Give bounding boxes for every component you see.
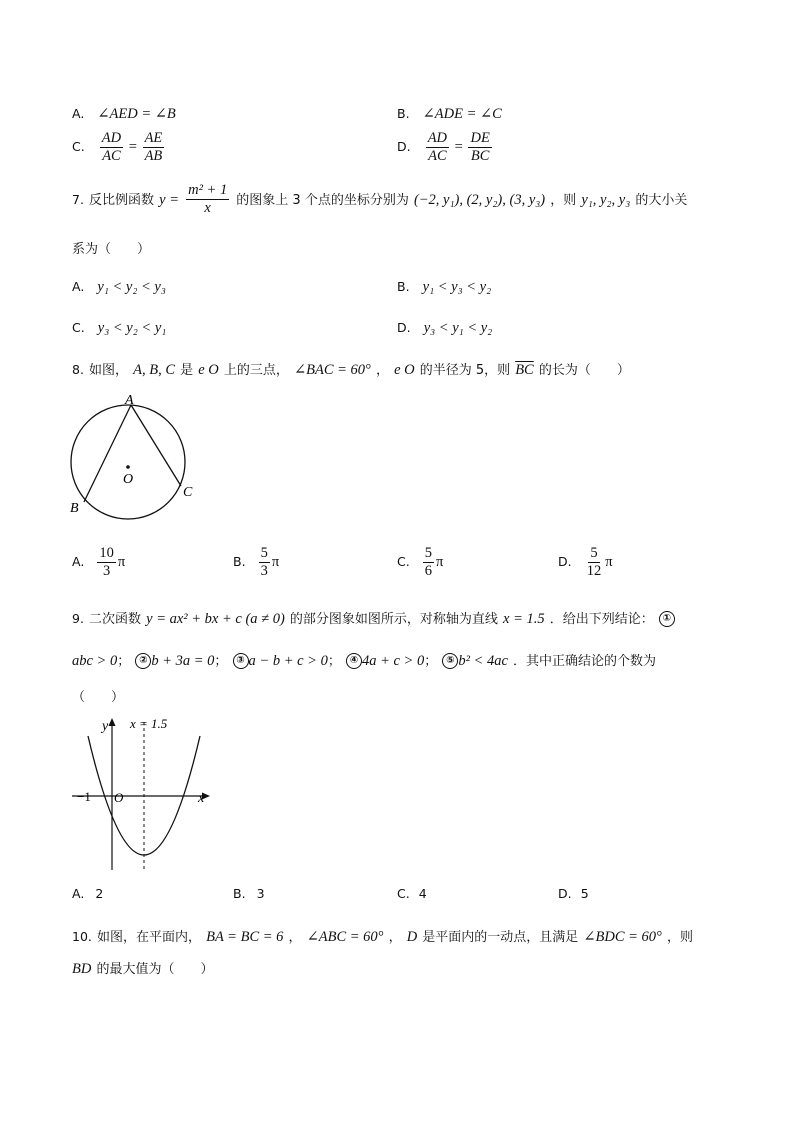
label-x: x xyxy=(198,791,205,806)
option-label: C. xyxy=(397,553,410,569)
option-label: C. xyxy=(72,138,85,154)
circled-number: ③ xyxy=(233,653,249,669)
fraction xyxy=(97,545,116,580)
stem-math: (−2, y₁), (2, y₂), (3, y₃) xyxy=(413,192,546,208)
q9-stem-line2 xyxy=(72,650,656,670)
equals-sign: = xyxy=(128,138,137,155)
q7-option-b xyxy=(397,276,491,296)
q10-stem-line2 xyxy=(72,958,213,978)
chord-ac xyxy=(131,405,181,486)
stem-math: y = ax² + bx + c (a ≠ 0) xyxy=(146,611,285,627)
option-expr xyxy=(257,545,280,579)
stem-math: ∠BDC = 60° xyxy=(583,929,662,945)
stem-text: ，则 xyxy=(666,930,693,945)
numerator: 5 xyxy=(424,545,433,561)
numerator: DE xyxy=(470,130,490,146)
q6-option-c xyxy=(72,130,166,165)
q8-option-a xyxy=(72,545,125,580)
q7-stem-line2: 系为（ ） xyxy=(72,242,151,257)
q8-option-c xyxy=(397,545,443,580)
option-label: C. xyxy=(72,320,85,335)
stem-math: ∠ABC = 60° xyxy=(306,929,384,945)
stem-text: ， xyxy=(375,363,389,378)
option-label: B. xyxy=(233,553,246,569)
q9-option-a xyxy=(72,883,103,902)
separator: ； xyxy=(214,654,228,669)
denominator: AC xyxy=(428,148,447,164)
option-expr xyxy=(583,545,613,579)
question-number: 7. xyxy=(72,192,84,207)
numerator: m² + 1 xyxy=(188,182,228,198)
label-axis: x = 1.5 xyxy=(130,716,168,731)
statement-1: abc > 0 xyxy=(72,653,118,669)
stem-math: ∠BAC = 60° xyxy=(293,362,371,378)
option-expr xyxy=(421,545,444,579)
q9-stem-line1 xyxy=(72,608,675,628)
circled-number: ② xyxy=(135,653,151,669)
stem-math: y = xyxy=(159,192,179,208)
option-label: B. xyxy=(397,279,410,294)
stem-math: e O xyxy=(394,362,415,378)
q7-stem xyxy=(72,182,687,217)
option-expr: y₁ < y₂ < y₃ xyxy=(97,279,166,295)
stem-text: 的大小关 xyxy=(635,193,688,208)
fraction xyxy=(100,130,123,165)
fraction xyxy=(259,545,270,580)
stem-math: BA = BC = 6 xyxy=(206,929,284,945)
stem-text: ．其中正确结论的个数为 xyxy=(512,654,656,669)
separator: ； xyxy=(117,654,131,669)
denominator: 3 xyxy=(103,563,111,579)
q6-option-b xyxy=(397,103,502,123)
q7-option-c xyxy=(72,317,166,337)
label-c: C xyxy=(183,485,193,500)
denominator: 12 xyxy=(586,563,602,579)
stem-text: 如图，在平面内， xyxy=(96,930,201,945)
fraction xyxy=(143,130,165,165)
label-b: B xyxy=(70,501,79,516)
label-o: O xyxy=(114,790,124,805)
fraction xyxy=(468,130,491,165)
numerator: AD xyxy=(101,130,122,146)
circled-number: ① xyxy=(659,611,675,627)
q9-option-c xyxy=(397,883,427,902)
option-label: D. xyxy=(558,886,572,901)
pi-symbol: π xyxy=(117,553,126,570)
q7-option-d xyxy=(397,317,492,337)
q8-option-b xyxy=(233,545,279,580)
equals-sign: = xyxy=(454,138,463,155)
circle-o xyxy=(71,405,185,519)
stem-text: 二次函数 xyxy=(89,612,142,627)
option-expr: y₃ < y₁ < y₂ xyxy=(423,320,493,336)
stem-math: D xyxy=(406,929,418,945)
option-label: A. xyxy=(72,106,85,121)
stem-text: 反比例函数 xyxy=(89,193,155,208)
stem-text: 的部分图象如图所示，对称轴为直线 xyxy=(289,612,498,627)
option-value: 4 xyxy=(418,886,427,901)
stem-text: ，则 xyxy=(550,193,577,208)
numerator: 10 xyxy=(99,545,114,561)
option-expr: y₁ < y₃ < y₂ xyxy=(422,279,492,295)
statement-4: 4a + c > 0 xyxy=(361,653,425,669)
question-number: 9. xyxy=(72,611,84,626)
fraction xyxy=(423,545,434,580)
stem-math: e O xyxy=(198,362,219,378)
option-label: A. xyxy=(72,886,85,901)
q9-answer-paren: （ ） xyxy=(72,690,125,705)
q6-option-a xyxy=(72,103,176,123)
denominator: BC xyxy=(470,148,490,164)
stem-math: A, B, C xyxy=(133,362,176,378)
option-value: 5 xyxy=(580,886,589,901)
option-expr xyxy=(424,130,494,164)
option-value: 2 xyxy=(95,886,104,901)
option-expr xyxy=(98,130,167,164)
denominator: x xyxy=(204,200,211,216)
fraction xyxy=(426,130,449,165)
label-a: A xyxy=(125,395,134,408)
option-label: B. xyxy=(397,106,410,121)
y-axis-arrow xyxy=(109,718,116,726)
fraction xyxy=(585,545,604,580)
denominator: 3 xyxy=(260,563,268,579)
stem-math: y₁, y₂, y₃ xyxy=(581,192,631,208)
stem-text: 的长为（ ） xyxy=(538,363,630,378)
separator: ； xyxy=(327,654,341,669)
option-value: 3 xyxy=(256,886,265,901)
circled-number: ④ xyxy=(346,653,362,669)
q8-stem xyxy=(72,359,630,379)
q9-option-d xyxy=(558,883,589,902)
label-y: y xyxy=(102,719,109,734)
stem-text: 的图象上 3 个点的坐标分别为 xyxy=(236,193,409,208)
denominator: 6 xyxy=(424,563,433,579)
option-label: A. xyxy=(72,279,85,294)
stem-text: 的最大值为（ ） xyxy=(96,962,214,977)
pi-symbol: π xyxy=(605,553,613,570)
stem-text: 上的三点， xyxy=(223,363,289,378)
separator: ； xyxy=(424,654,438,669)
stem-text: ．给出下列结论： xyxy=(549,612,654,627)
option-expr: ∠AED = ∠B xyxy=(97,106,176,122)
question-number: 8. xyxy=(72,362,84,377)
question-number: 10. xyxy=(72,929,92,944)
denominator: AC xyxy=(102,148,121,164)
option-label: C. xyxy=(397,886,410,901)
option-expr: y₃ < y₂ < y₁ xyxy=(97,320,167,336)
q9-option-b xyxy=(233,883,265,902)
stem-text: 的半径为 5，则 xyxy=(419,363,511,378)
numerator: AD xyxy=(427,130,448,146)
numerator: AE xyxy=(144,130,163,146)
q9-parabola-figure xyxy=(70,710,220,880)
q8-circle-figure xyxy=(62,395,212,525)
stem-text: 如图， xyxy=(89,363,129,378)
center-point xyxy=(126,465,130,469)
label-neg1: −1 xyxy=(77,789,91,804)
stem-text: ， xyxy=(388,930,402,945)
statement-2: b + 3a = 0 xyxy=(151,653,215,669)
numerator: 5 xyxy=(590,545,598,561)
option-label: D. xyxy=(397,320,411,335)
option-expr xyxy=(95,545,126,579)
stem-text: 是平面内的一动点，且满足 xyxy=(422,930,579,945)
statement-5: b² < 4ac xyxy=(458,653,508,669)
stem-math: BD xyxy=(72,961,92,977)
label-o: O xyxy=(123,472,134,487)
option-label: D. xyxy=(558,553,572,569)
statement-3: a − b + c > 0 xyxy=(248,653,328,669)
circled-number: ⑤ xyxy=(442,653,458,669)
option-label: D. xyxy=(397,138,411,154)
stem-math: x = 1.5 xyxy=(503,611,545,627)
option-expr: ∠ADE = ∠C xyxy=(422,106,502,122)
stem-text: ， xyxy=(288,930,302,945)
q6-option-d xyxy=(397,130,494,165)
pi-symbol: π xyxy=(271,553,280,570)
chord-ab xyxy=(84,405,134,502)
q10-stem-line1 xyxy=(72,926,693,946)
q7-option-a xyxy=(72,276,166,296)
arc-bc: $\overline{BC}$ xyxy=(515,362,534,378)
numerator: 5 xyxy=(260,545,268,561)
pi-symbol: π xyxy=(436,553,444,570)
fraction xyxy=(186,182,229,217)
option-label: A. xyxy=(72,553,85,569)
denominator: AB xyxy=(144,148,163,164)
option-label: B. xyxy=(233,886,246,901)
q8-option-d xyxy=(558,545,613,580)
stem-text: 是 xyxy=(180,363,194,378)
